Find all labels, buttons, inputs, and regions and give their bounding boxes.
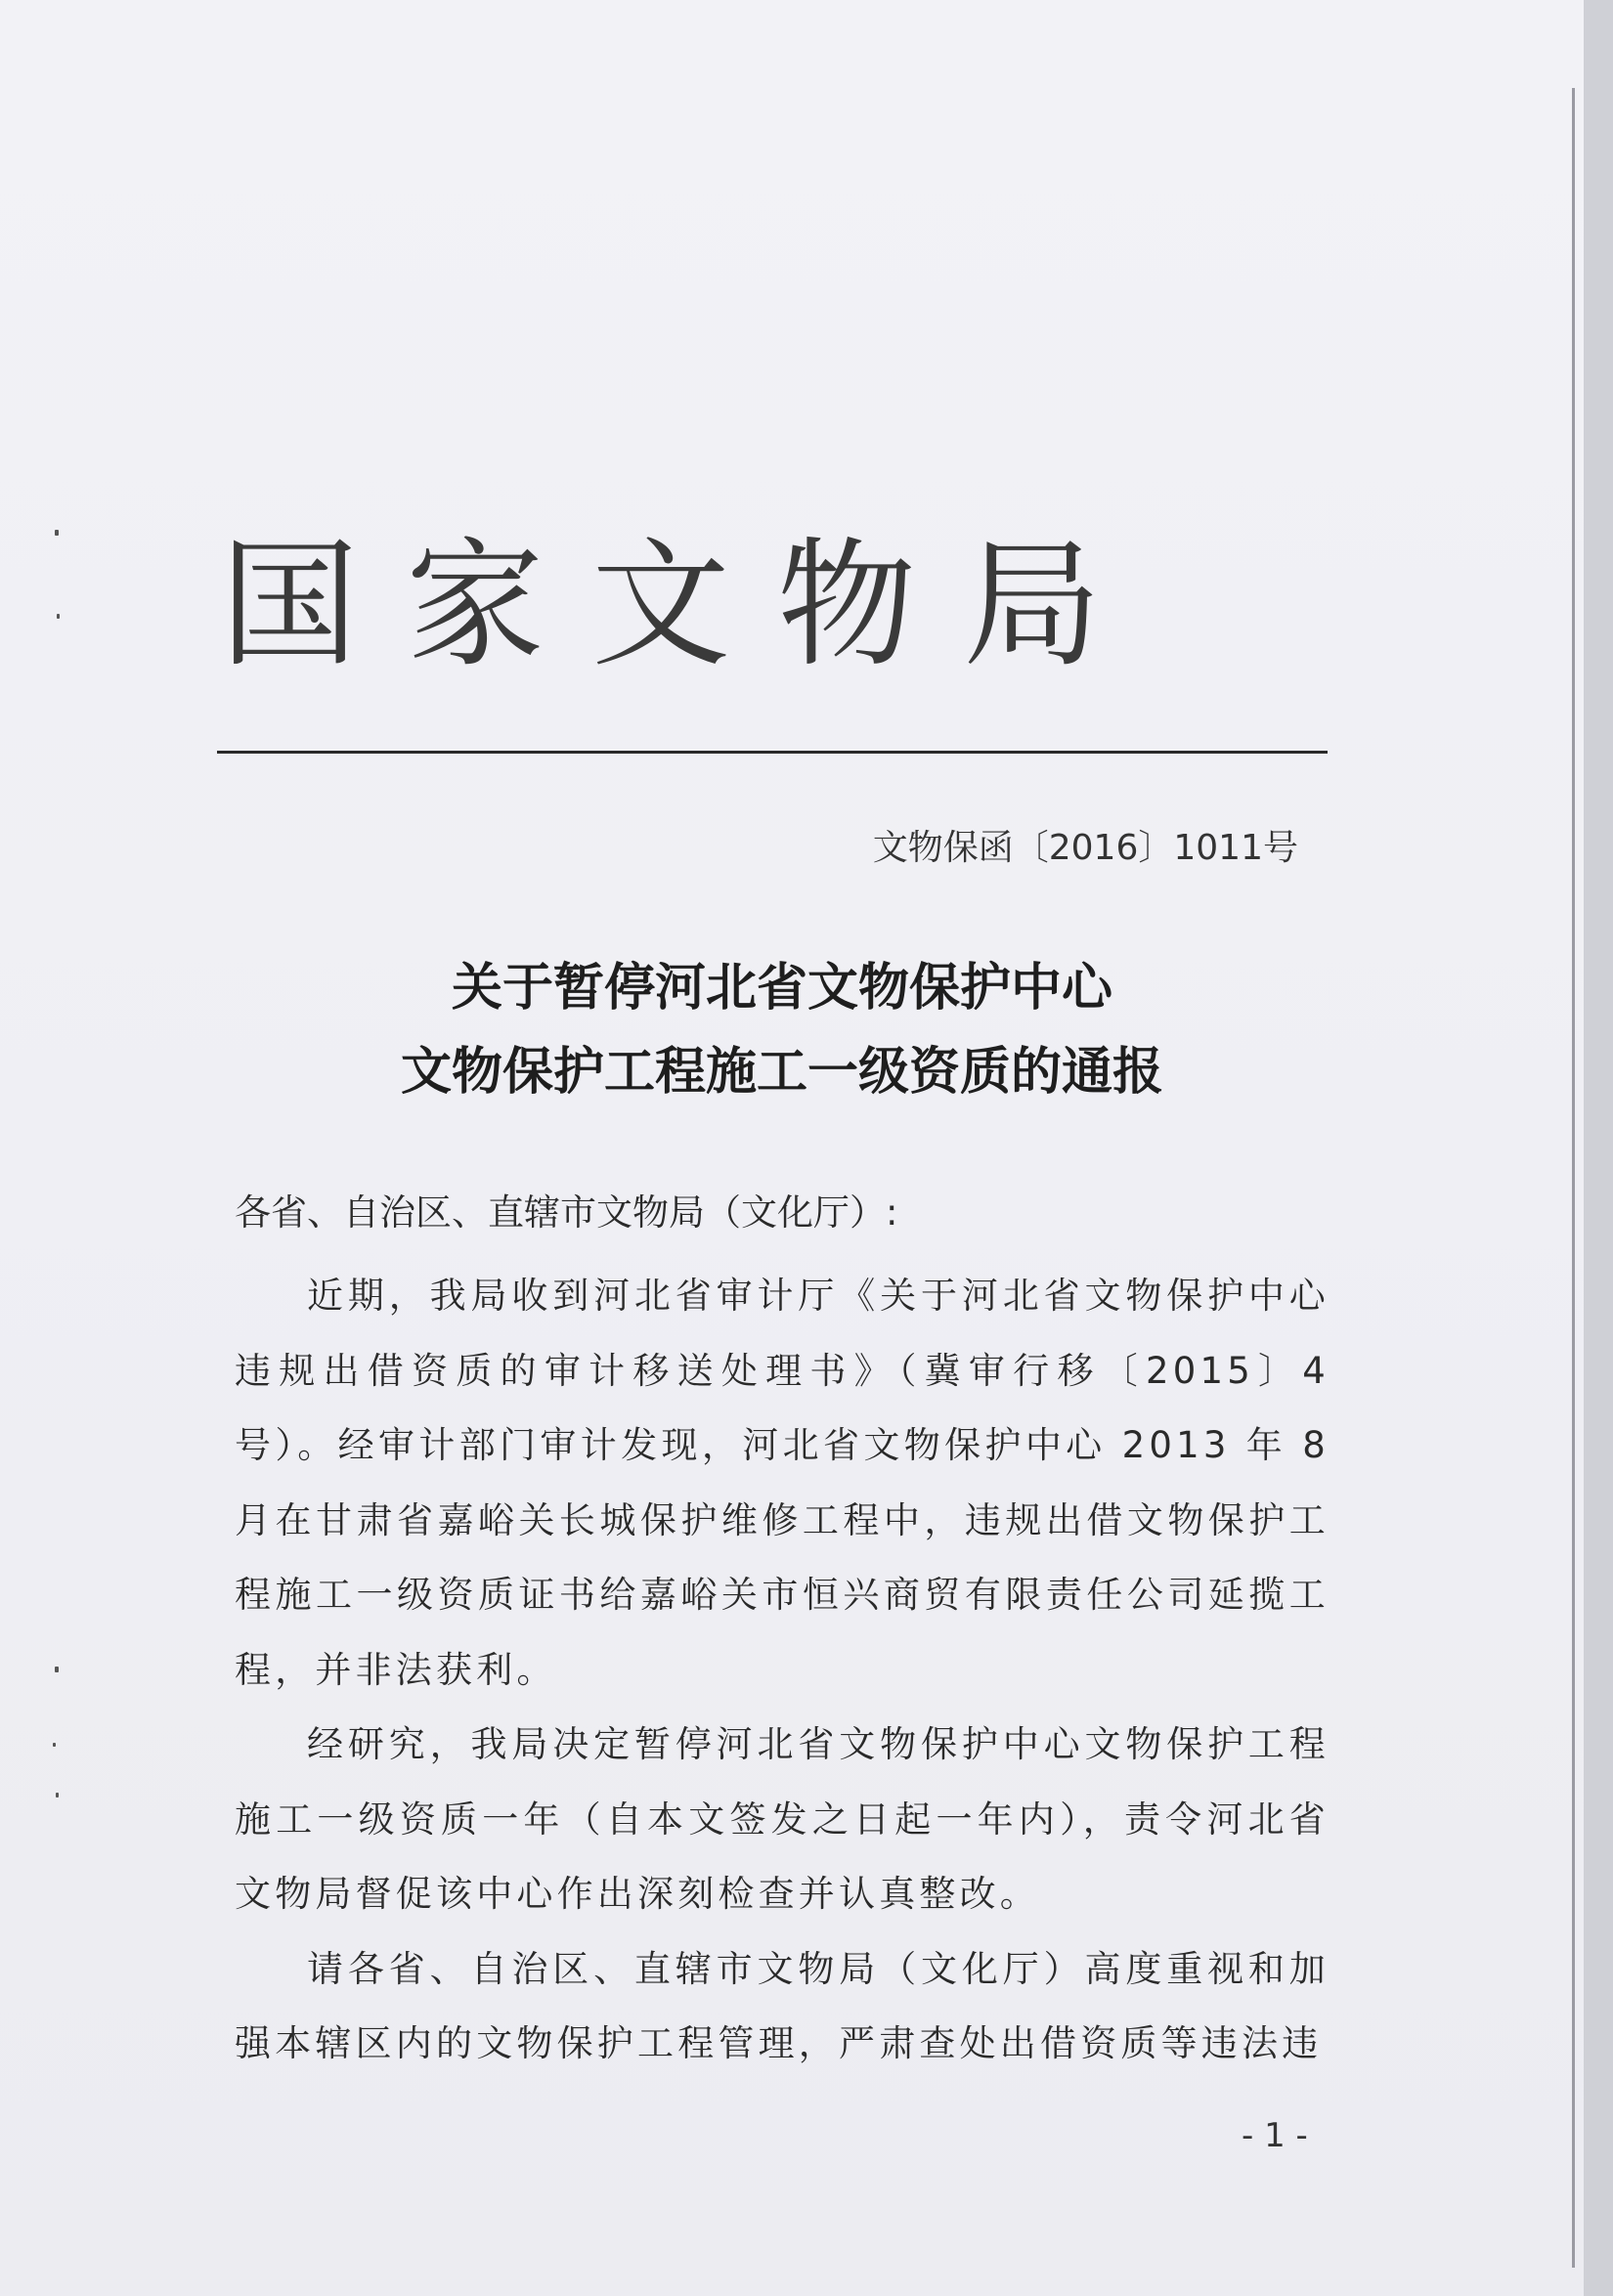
scan-speck <box>56 1793 59 1798</box>
document-title <box>196 946 1369 1114</box>
document-number: 文物保函〔2016〕1011号 <box>872 828 1298 868</box>
body-paragraph: 请各省、自治区、直辖市文物局（文化厅）高度重视和加强本辖区内的文物保护工程管理，严肃查处出借资质等违法违 <box>235 1947 1330 2064</box>
scan-speck <box>53 1743 56 1747</box>
body-paragraph: 近期，我局收到河北省审计厅《关于河北省文物保护中心违规出借资质的审计移送处理书》（冀审行移〔2015〕4 号）。经审计部门审计发现，河北省文物保护中心 2013 年 8 月在甘肃省嘉峪关长城保护维修工程中，违规出借文物保护工程施工一级资质证书给嘉峪关市恒兴商贸有限责任公司延揽工程，并非法获利。 <box>235 1275 1330 1691</box>
body-paragraph: 经研究，我局决定暂停河北省文物保护中心文物保护工程施工一级资质一年（自本文签发之日起一年内），责令河北省文物局督促该中心作出深刻检查并认真整改。 <box>235 1723 1330 1915</box>
page-number: - 1 - <box>1242 2116 1308 2155</box>
scan-speck <box>57 614 60 619</box>
title-line: 文物保护工程施工一级资质的通报 <box>400 1043 1163 1102</box>
document-body <box>235 1259 1330 2082</box>
scan-speck <box>55 1667 59 1672</box>
page-edge-line <box>1572 88 1575 2268</box>
title-line: 关于暂停河北省文物保护中心 <box>451 959 1112 1018</box>
salutation: 各省、自治区、直辖市文物局（文化厅）: <box>235 1191 898 1234</box>
header-rule <box>217 751 1328 754</box>
scan-speck <box>55 530 59 536</box>
issuer-header: 国家文物局 <box>220 525 1149 686</box>
